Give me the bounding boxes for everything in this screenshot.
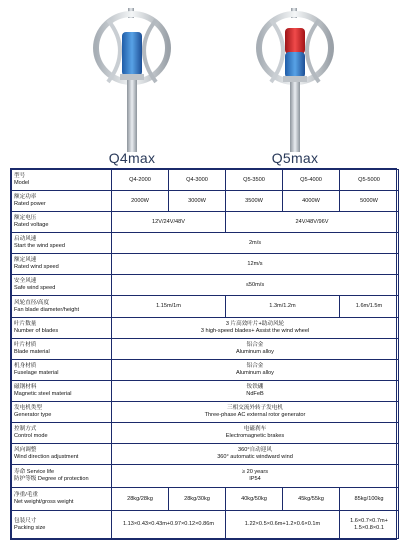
table-row-safe-wind <box>12 275 399 296</box>
table-row-model <box>12 170 399 191</box>
row-label-fuselage: 机身材质 Fuselage material <box>12 359 112 380</box>
row-label-generator: 发电机类型 Generator type <box>12 401 112 422</box>
row-label-service-life: 寿命 Service life 防护等级 Degree of protection <box>12 465 112 488</box>
model-q4-3000: Q4-3000 <box>169 170 226 191</box>
cell-value: 钕铁硼 NdFeB <box>112 380 399 401</box>
cell-value: ≥ 20 years IP54 <box>112 465 399 488</box>
product-hero <box>0 0 407 168</box>
cell-value: 85kg/100kg <box>340 488 399 511</box>
cell-value: 28kg/28kg <box>112 488 169 511</box>
cell-value: 2m/s <box>112 233 399 254</box>
row-label-rated-power: 额定功率 Rated power <box>12 191 112 212</box>
table-row-generator <box>12 401 399 422</box>
cell-value: ≤50m/s <box>112 275 399 296</box>
q5max-turbine-image <box>245 6 345 154</box>
row-label-control: 控制方式 Control mode <box>12 422 112 443</box>
cell-value: 24V/48V/96V <box>226 212 399 233</box>
row-label-packing: 包装尺寸 Packing size <box>12 511 112 539</box>
cell-value: 3000W <box>169 191 226 212</box>
table-row-rated-wind <box>12 254 399 275</box>
row-label-weight: 净重/毛重 Net weight/gross weight <box>12 488 112 511</box>
model-q5-3500: Q5-3500 <box>226 170 283 191</box>
table-row-fan-diameter <box>12 296 399 317</box>
model-q5-4000: Q5-4000 <box>283 170 340 191</box>
cell-value: 12m/s <box>112 254 399 275</box>
model-q4-2000: Q4-2000 <box>112 170 169 191</box>
row-label-blades: 叶片数量 Number of blades <box>12 317 112 338</box>
cell-value: 1.6m/1.5m <box>340 296 399 317</box>
q4max-caption: Q4max <box>108 150 156 166</box>
cell-value: 1.15m/1m <box>112 296 226 317</box>
table-row-magnet <box>12 380 399 401</box>
table-row-rated-power <box>12 191 399 212</box>
row-label-rated-wind: 额定风速 Rated wind speed <box>12 254 112 275</box>
table-row-fuselage <box>12 359 399 380</box>
table-row-packing <box>12 511 399 539</box>
cell-value: 3500W <box>226 191 283 212</box>
table-row-blade-material <box>12 338 399 359</box>
row-label-rated-voltage: 额定电压 Rated voltage <box>12 212 112 233</box>
row-label-fan-diameter: 风轮直径/高度 Fan blade diameter/height <box>12 296 112 317</box>
table-row-start-wind <box>12 233 399 254</box>
cell-value: 1.3m/1.2m <box>226 296 340 317</box>
cell-value: 电磁刹车 Electromagnetic brakes <box>112 422 399 443</box>
cell-value: 1.6×0.7×0.7m+ 1.5×0.8×0.1 <box>340 511 399 539</box>
row-label-safe-wind: 安全风速 Safe wind speed <box>12 275 112 296</box>
cell-value: 5000W <box>340 191 399 212</box>
cell-value: 三相交流外转子发电机 Three-phase AC external rotor generator <box>112 401 399 422</box>
q4max-turbine-image <box>82 6 182 154</box>
model-q5-5000: Q5-5000 <box>340 170 399 191</box>
table-row-wind-direction <box>12 444 399 465</box>
cell-value: 4000W <box>283 191 340 212</box>
cell-value: 360°自动迎风 360° automatic windward wind <box>112 444 399 465</box>
row-label-magnet: 磁钢材料 Magnetic steel material <box>12 380 112 401</box>
cell-value: 3 片高效叶片+助动风轮 3 high-speed blades+ Assist the wind wheel <box>112 317 399 338</box>
cell-value: 28kg/30kg <box>169 488 226 511</box>
cell-value: 1.22×0.5×0.6m+1.2×0.6×0.1m <box>226 511 340 539</box>
cell-value: 铝合金 Aluminum alloy <box>112 338 399 359</box>
cell-value: 2000W <box>112 191 169 212</box>
spec-table <box>10 168 397 540</box>
row-label-start-wind: 启动风速 Start the wind speed <box>12 233 112 254</box>
table-row-control <box>12 422 399 443</box>
cell-value: 铝合金 Aluminum alloy <box>112 359 399 380</box>
row-label-model: 型号 Model <box>12 170 112 191</box>
table-row-weight <box>12 488 399 511</box>
cell-value: 40kg/50kg <box>226 488 283 511</box>
row-label-wind-direction: 风向调整 Wind direction adjustment <box>12 444 112 465</box>
table-row-service-life <box>12 465 399 488</box>
cell-value: 1.13×0.43×0.43m+0.97×0.12×0.86m <box>112 511 226 539</box>
cell-value: 45kg/55kg <box>283 488 340 511</box>
table-row-blades <box>12 317 399 338</box>
q5max-caption: Q5max <box>271 150 319 166</box>
row-label-blade-material: 叶片材质 Blade material <box>12 338 112 359</box>
table-row-rated-voltage <box>12 212 399 233</box>
cell-value: 12V/24V/48V <box>112 212 226 233</box>
